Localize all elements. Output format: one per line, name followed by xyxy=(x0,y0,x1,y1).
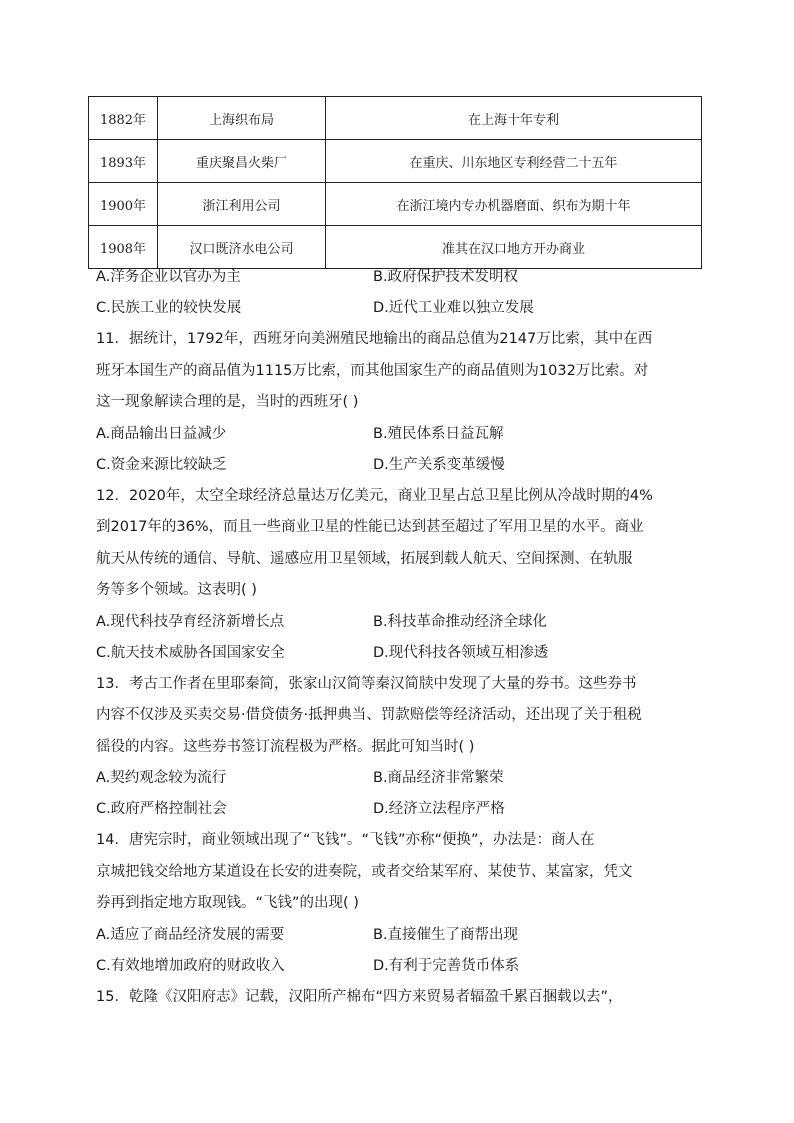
option-c: C.航天技术威胁各国国家安全 xyxy=(96,644,285,661)
q13-options-row xyxy=(96,763,706,794)
option-c: C.政府严格控制社会 xyxy=(96,801,227,817)
q13-stem-line: 内容不仅涉及买卖交易·借贷债务·抵押典当、罚款赔偿等经济活动，还出现了关于租税 xyxy=(96,707,642,723)
enterprise-cell: 汉口既济水电公司 xyxy=(158,226,326,269)
option-b: B.殖民体系日益瓦解 xyxy=(373,425,504,442)
option-a: A.商品输出日益减少 xyxy=(96,425,227,442)
option-d: D.有利于完善货币体系 xyxy=(373,957,520,974)
enterprise-cell: 上海织布局 xyxy=(158,97,326,140)
privilege-cell: 准其在汉口地方开办商业 xyxy=(326,226,702,269)
enterprise-cell: 重庆聚昌火柴厂 xyxy=(158,140,326,183)
option-c: C.资金来源比较缺乏 xyxy=(96,456,227,473)
year-cell: 1893年 xyxy=(89,140,158,183)
option-c: C.有效地增加政府的财政收入 xyxy=(96,957,285,974)
option-a: A.洋务企业以官办为主 xyxy=(96,269,241,285)
q11-options-row xyxy=(96,419,706,450)
table-row xyxy=(89,97,702,140)
option-b: B.科技革命推动经济全球化 xyxy=(373,613,548,630)
q12-stem-line: 航天从传统的通信、导航、遥感应用卫星领域，拓展到载人航天、空间探测、在轨服 xyxy=(96,550,633,567)
table-row xyxy=(89,183,702,226)
table-row xyxy=(89,140,702,183)
option-d: D.现代科技各领域互相渗透 xyxy=(373,644,549,661)
q12-stem-line: 12．2020年，太空全球经济总量达万亿美元，商业卫星占总卫星比例从冷战时期的4% xyxy=(96,487,653,504)
q11-options-row xyxy=(96,450,706,481)
question-content xyxy=(96,262,706,1013)
q14-stem-line: 京城把钱交给地方某道设在长安的进奏院，或者交给某军府、某使节、某富家，凭文 xyxy=(96,863,633,880)
year-cell: 1908年 xyxy=(89,226,158,269)
privilege-cell: 在上海十年专利 xyxy=(326,97,702,140)
q15-stem-line: 15．乾隆《汉阳府志》记载，汉阳所产棉布“四方来贸易者辐盈千累百捆载以去”， xyxy=(96,988,623,1005)
q14-stem-line: 14．唐宪宗时，商业领域出现了“飞钱”。“飞钱”亦称“便换”，办法是：商人在 xyxy=(96,832,595,848)
privilege-cell: 在重庆、川东地区专利经营二十五年 xyxy=(326,140,702,183)
option-d: D.近代工业难以独立发展 xyxy=(373,300,534,316)
q10-options-row xyxy=(96,293,706,324)
year-cell: 1882年 xyxy=(89,97,158,140)
q11-stem-line: 班牙本国生产的商品值为1115万比索，而其他国家生产的商品值则为1032万比索。对 xyxy=(96,362,649,379)
option-c: C.民族工业的较快发展 xyxy=(96,300,242,316)
q12-options-row xyxy=(96,607,706,638)
q11-stem-line: 11．据统计，1792年，西班牙向美洲殖民地输出的商品总值为2147万比索，其中在西 xyxy=(96,331,653,347)
q11-stem-line: 这一现象解读合理的是，当时的西班牙( ) xyxy=(96,394,359,410)
q12-stem-line: 务等多个领域。这表明( ) xyxy=(96,582,257,598)
privilege-cell: 在浙江境内专办机器磨面、织布为期十年 xyxy=(326,183,702,226)
option-a: A.现代科技孕育经济新增长点 xyxy=(96,613,285,630)
option-b: B.直接催生了商帮出现 xyxy=(373,926,519,943)
q14-options-row xyxy=(96,951,706,982)
option-a: A.适应了商品经济发展的需要 xyxy=(96,926,285,943)
option-b: B.商品经济非常繁荣 xyxy=(373,770,504,786)
q13-options-row xyxy=(96,794,706,825)
year-cell: 1900年 xyxy=(89,183,158,226)
q10-options-row xyxy=(96,262,706,293)
q14-stem-line: 券再到指定地方取现钱。“飞钱”的出现( ) xyxy=(96,895,359,911)
option-b: B.政府保护技术发明权 xyxy=(373,269,519,285)
option-a: A.契约观念较为流行 xyxy=(96,770,227,786)
enterprise-cell: 浙江利用公司 xyxy=(158,183,326,226)
q13-stem-line: 徭役的内容。这些券书签订流程极为严格。据此可知当时( ) xyxy=(96,738,475,755)
q14-options-row xyxy=(96,920,706,951)
option-d: D.经济立法程序严格 xyxy=(373,801,505,817)
privilege-table xyxy=(88,96,702,269)
q12-options-row xyxy=(96,638,706,669)
option-d: D.生产关系变革缓慢 xyxy=(373,456,505,473)
q12-stem-line: 到2017年的36%，而且一些商业卫星的性能已达到甚至超过了军用卫星的水平。商业 xyxy=(96,519,644,535)
q13-stem-line: 13．考古工作者在里耶秦简，张家山汉简等秦汉简牍中发现了大量的券书。这些券书 xyxy=(96,675,637,692)
